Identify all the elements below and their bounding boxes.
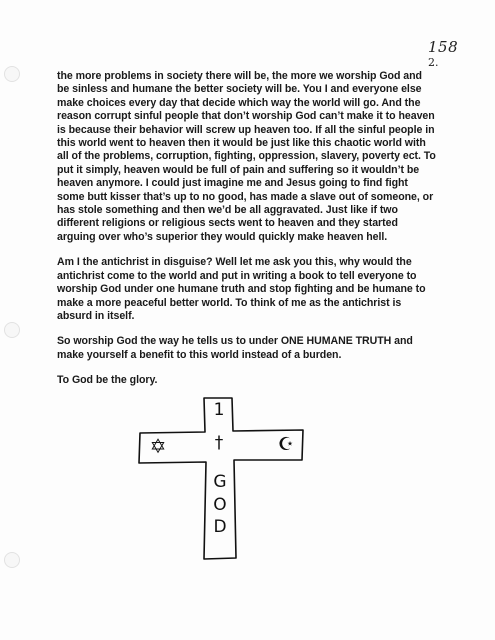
crescent-star-icon: ☪ bbox=[277, 434, 295, 455]
paragraph-2: Am I the antichrist in disguise? Well let me ask you this, why would the antichrist come to the world and put in writing a book to tell everyone to worship God under one humane truth and stop fighting and be humane to make a more peaceful better world. To think of me as the antichrist is absurd in itself. bbox=[57, 256, 426, 322]
cross-letter-o: O bbox=[213, 495, 227, 515]
paragraph-4: To God be the glory. bbox=[57, 374, 158, 387]
handwritten-page-number: 158 bbox=[428, 38, 459, 56]
punch-hole-middle bbox=[4, 322, 20, 338]
document-body bbox=[57, 70, 437, 400]
cross-center-symbol: † bbox=[214, 433, 224, 453]
page-number: 2. bbox=[428, 56, 439, 69]
cross-letter-g: G bbox=[213, 472, 227, 492]
cross-top-number: 1 bbox=[213, 400, 225, 420]
cross-letter-d: D bbox=[213, 517, 227, 537]
punch-hole-top bbox=[4, 66, 20, 82]
paragraph-1: the more problems in society there will be, the more we worship God and be sinless and humane the better society will be. You I and everyone else make choices every day that decide which way the world will go. And the reason corrupt sinful people that don’t worship God can’t make it to heaven is because their behavior will screw up heaven too. If all the sinful people in this world went to heaven then it would be just like this chaotic world with all of the problems, corruption, fighting, oppression, slavery, poverty ect. To put it simply, heaven would be full of pain and suffering so it wouldn’t be heaven anymore. I could just imagine me and Jesus going to find fight some butt kisser that’s up to no good, has made a slave out of someone, or has stole something and then we’d be all aggravated. Just like if two different religions or religious sects went to heaven and they started arguing over who’s superior they would quickly make heaven hell. bbox=[57, 70, 436, 243]
paragraph-3: So worship God the way he tells us to under ONE HUMANE TRUTH and make yourself a benefit to this world instead of a burden. bbox=[57, 335, 413, 361]
star-of-david-icon: ✡ bbox=[149, 434, 167, 458]
cross-outline bbox=[136, 396, 336, 562]
punch-hole-bottom bbox=[4, 552, 20, 568]
cross-drawing bbox=[136, 396, 336, 562]
